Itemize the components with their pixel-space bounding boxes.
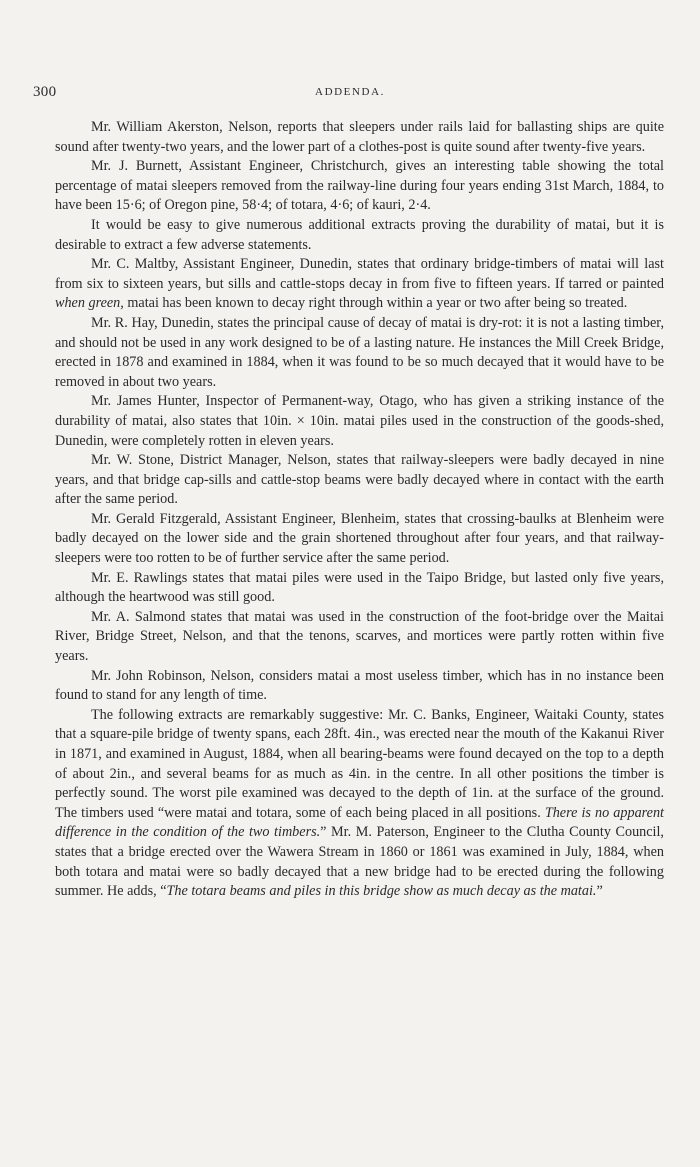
paragraph	[55, 314, 664, 392]
paragraph-text: ”	[596, 883, 603, 900]
paragraph-text: Mr. R. Hay, Dunedin, states the principal cause of decay of matai is dry-rot: it is not a lasting timber, and should not be used in any work designed to be of a lasting nature. He instances the Mill Creek Bridge, erected in 1878 and examined in 1884, when it was found to be so much decayed that it would have to be removed in about two years.	[55, 314, 664, 390]
running-head: ADDENDA.	[315, 86, 385, 98]
paragraph-text: Mr. A. Salmond states that matai was used in the construction of the foot-bridge over the Maitai River, Bridge Street, Nelson, and that the tenons, scarves, and mortices were partly rotten within five years.	[55, 608, 664, 665]
paragraph-text: It would be easy to give numerous additional extracts proving the durability of matai, but it is desirable to extract a few adverse statements.	[55, 216, 664, 253]
paragraph-text: Mr. Gerald Fitzgerald, Assistant Engineer, Blenheim, states that crossing-baulks at Blenheim were badly decayed on the lower side and the grain shortened throughout after four years, and that railway-sleepers were too rotten to be of further service after the same period.	[55, 510, 664, 567]
paragraph	[55, 392, 664, 451]
page-header	[33, 84, 667, 104]
italic-text: There is no apparent difference in the condition of the two timbers.	[55, 804, 664, 841]
paragraph	[55, 667, 664, 706]
paragraph	[55, 608, 664, 667]
paragraph-text: Mr. W. Stone, District Manager, Nelson, states that railway-sleepers were badly decayed in nine years, and that bridge cap-sills and cattle-stop beams were badly decayed where in contact with the earth after the same period.	[55, 452, 664, 508]
paragraph-text: The following extracts are remarkably suggestive: Mr. C. Banks, Engineer, Waitaki County, states that a square-pile bridge of twenty spans, each 28ft. 4in., was erected near the mouth of the Kakanui River in 1871, and examined in August, 1884, when all bearing-beams were found decayed on the top to a depth of about 2in., and several beams for as much as 4in. in the centre. In all other positions the timber is perfectly sound. The worst pile examined was decayed to the depth of 1in. at the surface of the ground. The timbers used “were matai and totara, some of each being placed in all positions.	[55, 706, 664, 821]
paragraph-text: Mr. J. Burnett, Assistant Engineer, Christchurch, gives an interesting table showing the total percentage of matai sleepers removed from the railway-line during four years ending 31st March, 1884, to have been 15·6; of Oregon pine, 58·4; of totara, 4·6; of kauri, 2·4.	[55, 158, 664, 214]
paragraph	[55, 451, 664, 510]
paragraph-text: Mr. William Akerston, Nelson, reports that sleepers under rails laid for ballasting ships are quite sound after twenty-two years, and the lower part of a clothes-post is quite sound after twenty-five years.	[55, 119, 664, 155]
italic-text: when green,	[55, 295, 124, 312]
page-number: 300	[33, 84, 57, 100]
paragraph	[55, 216, 664, 255]
paragraph-text: matai has been known to decay right through within a year or two after being so treated.	[123, 295, 628, 312]
paragraph	[55, 706, 664, 902]
paragraph	[55, 510, 664, 569]
paragraph	[55, 118, 664, 157]
paragraph-text: Mr. John Robinson, Nelson, considers matai a most useless timber, which has in no instance been found to stand for any length of time.	[55, 667, 664, 704]
italic-text: The totara beams and piles in this bridge show as much decay as the matai.	[166, 883, 597, 900]
paragraph	[55, 255, 664, 314]
paragraph-text: Mr. C. Maltby, Assistant Engineer, Dunedin, states that ordinary bridge-timbers of matai will last from six to sixteen years, but sills and cattle-stops decay in from five to fifteen years. If tarred or painted	[55, 256, 664, 292]
paragraph-text: Mr. E. Rawlings states that matai piles were used in the Taipo Bridge, but lasted only five years, although the heartwood was still good.	[55, 569, 664, 606]
paragraph-text: ” Mr. M. Paterson, Engineer to the Clutha County Council, states that a bridge erected over the Wawera Stream in 1860 or 1861 was examined in July, 1884, when both totara and matai were so badly decayed that a new bridge had to be erected during the following summer. He adds, “	[55, 824, 664, 900]
paragraph	[55, 157, 664, 216]
body-text	[55, 118, 664, 902]
paragraph	[55, 569, 664, 608]
paragraph-text: Mr. James Hunter, Inspector of Permanent-way, Otago, who has given a striking instance of the durability of matai, also states that 10in. × 10in. matai piles used in the construction of the goods-shed, Dunedin, were completely rotten in eleven years.	[55, 393, 664, 449]
